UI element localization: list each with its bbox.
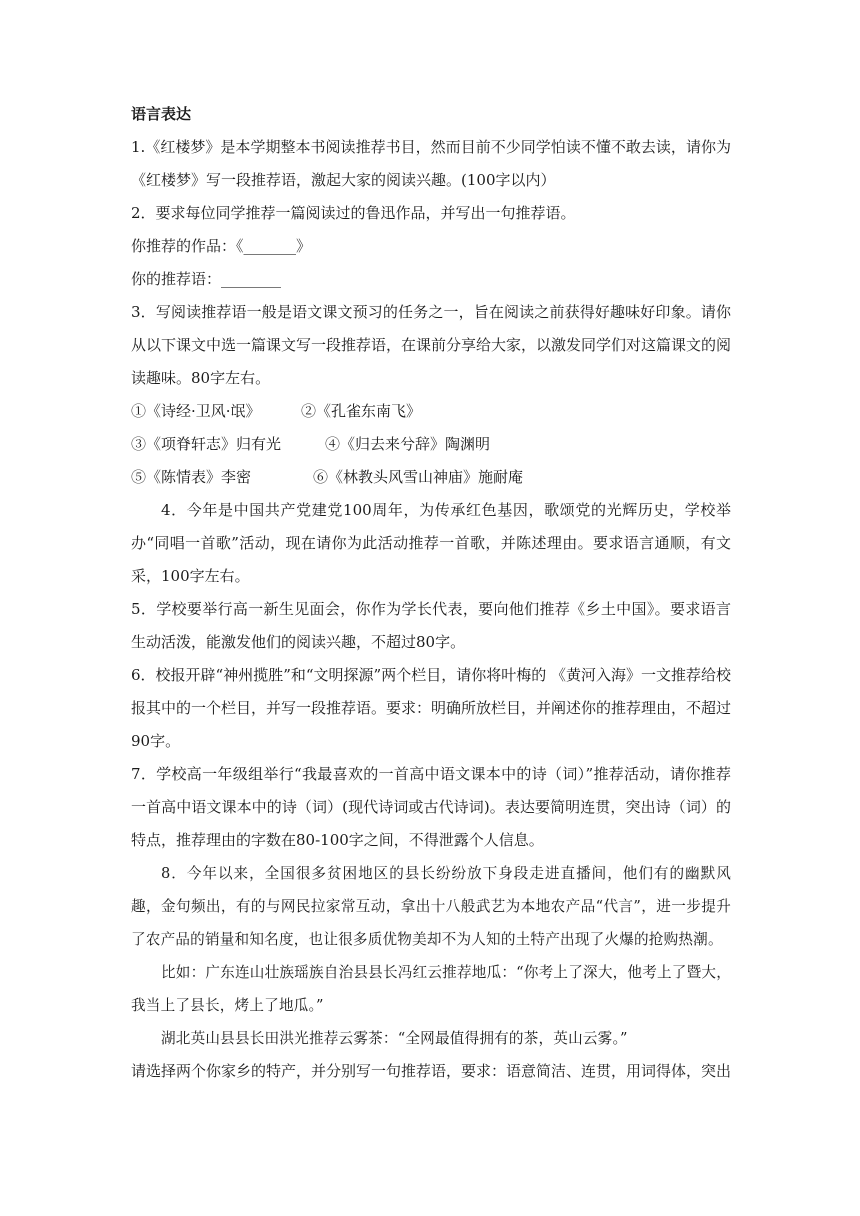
question-5: 5．学校要举行高一新生见面会，你作为学长代表，要向他们推荐《乡土中国》。要求语言生动活泼，能激发他们的阅读兴趣，不超过80字。 — [131, 600, 731, 651]
question-8: 8．今年以来，全国很多贫困地区的县长纷纷放下身段走进直播间，他们有的幽默风趣，金句频出，有的与网民拉家常互动，拿出十八般武艺为本地农产品“代言”，进一步提升了农产品的销量和知名度，也让很多质优物美却不为人知的土特产出现了火爆的抢购热潮。 — [131, 865, 731, 948]
question-8-example-1: 比如：广东连山壮族瑶族自治县县长冯红云推荐地瓜：“你考上了深大，他考上了暨大，我当上了县长，烤上了地瓜。” — [131, 964, 731, 1014]
question-2-recommendation-blank: 你的推荐语：________ — [131, 270, 282, 288]
question-4: 4．今年是中国共产党建党100周年，为传承红色基因，歌颂党的光辉历史，学校举办“同唱一首歌”活动，现在请你为此活动推荐一首歌，并陈述理由。要求语言通顺，有文采，100字左右。 — [131, 501, 731, 585]
question-8-task: 请选择两个你家乡的特产，并分别写一句推荐语，要求：语意简洁、连贯，用词得体，突出 — [131, 1062, 732, 1080]
question-7: 7．学校高一年级组举行“我最喜欢的一首高中语文课本中的诗（词）”推荐活动，请你推荐一首高中语文课本中的诗（词）(现代诗词或古代诗词)。表达要简明连贯，突出诗（词）的特点，推荐理由的字数在80-100字之间，不得泄露个人信息。 — [131, 765, 731, 849]
question-3-options-row-3 — [131, 461, 731, 494]
section-title: 语言表达 — [131, 105, 192, 123]
document-body — [131, 103, 731, 1088]
option-4: ④《归去来兮辞》陶渊明 — [325, 435, 491, 453]
option-2: ②《孔雀东南飞》 — [301, 402, 422, 420]
question-6: 6．校报开辟“神州揽胜”和“文明探源”两个栏目，请你将叶梅的 《黄河入海》一文推荐给校报其中的一个栏目，并写一段推荐语。要求：明确所放栏目，并阐述你的推荐理由，不超过90字。 — [131, 666, 732, 750]
question-1: 1.《红楼梦》是本学期整本书阅读推荐书目，然而目前不少同学怕读不懂不敢去读，请你为《红楼梦》写一段推荐语，激起大家的阅读兴趣。(100字以内） — [131, 138, 731, 189]
option-5: ⑤《陈情表》李密 — [131, 468, 252, 486]
question-3-options-row-1 — [131, 395, 731, 428]
question-3: 3．写阅读推荐语一般是语文课文预习的任务之一，旨在阅读之前获得好趣味好印象。请你从以下课文中选一篇课文写一段推荐语，在课前分享给大家，以激发同学们对这篇课文的阅读趣味。80字左右。 — [131, 303, 732, 387]
option-6: ⑥《林教头风雪山神庙》施耐庵 — [313, 468, 524, 486]
option-1: ①《诗经·卫风·氓》 — [131, 402, 261, 420]
question-2-work-blank: 你推荐的作品：《_______》 — [131, 237, 312, 255]
option-3: ③《项脊轩志》归有光 — [131, 435, 282, 453]
question-8-example-2: 湖北英山县县长田洪光推荐云雾茶：“全网最值得拥有的茶，英山云雾。” — [161, 1030, 628, 1047]
question-3-options-row-2 — [131, 428, 731, 461]
question-2: 2．要求每位同学推荐一篇阅读过的鲁迅作品，并写出一句推荐语。 — [131, 204, 576, 222]
